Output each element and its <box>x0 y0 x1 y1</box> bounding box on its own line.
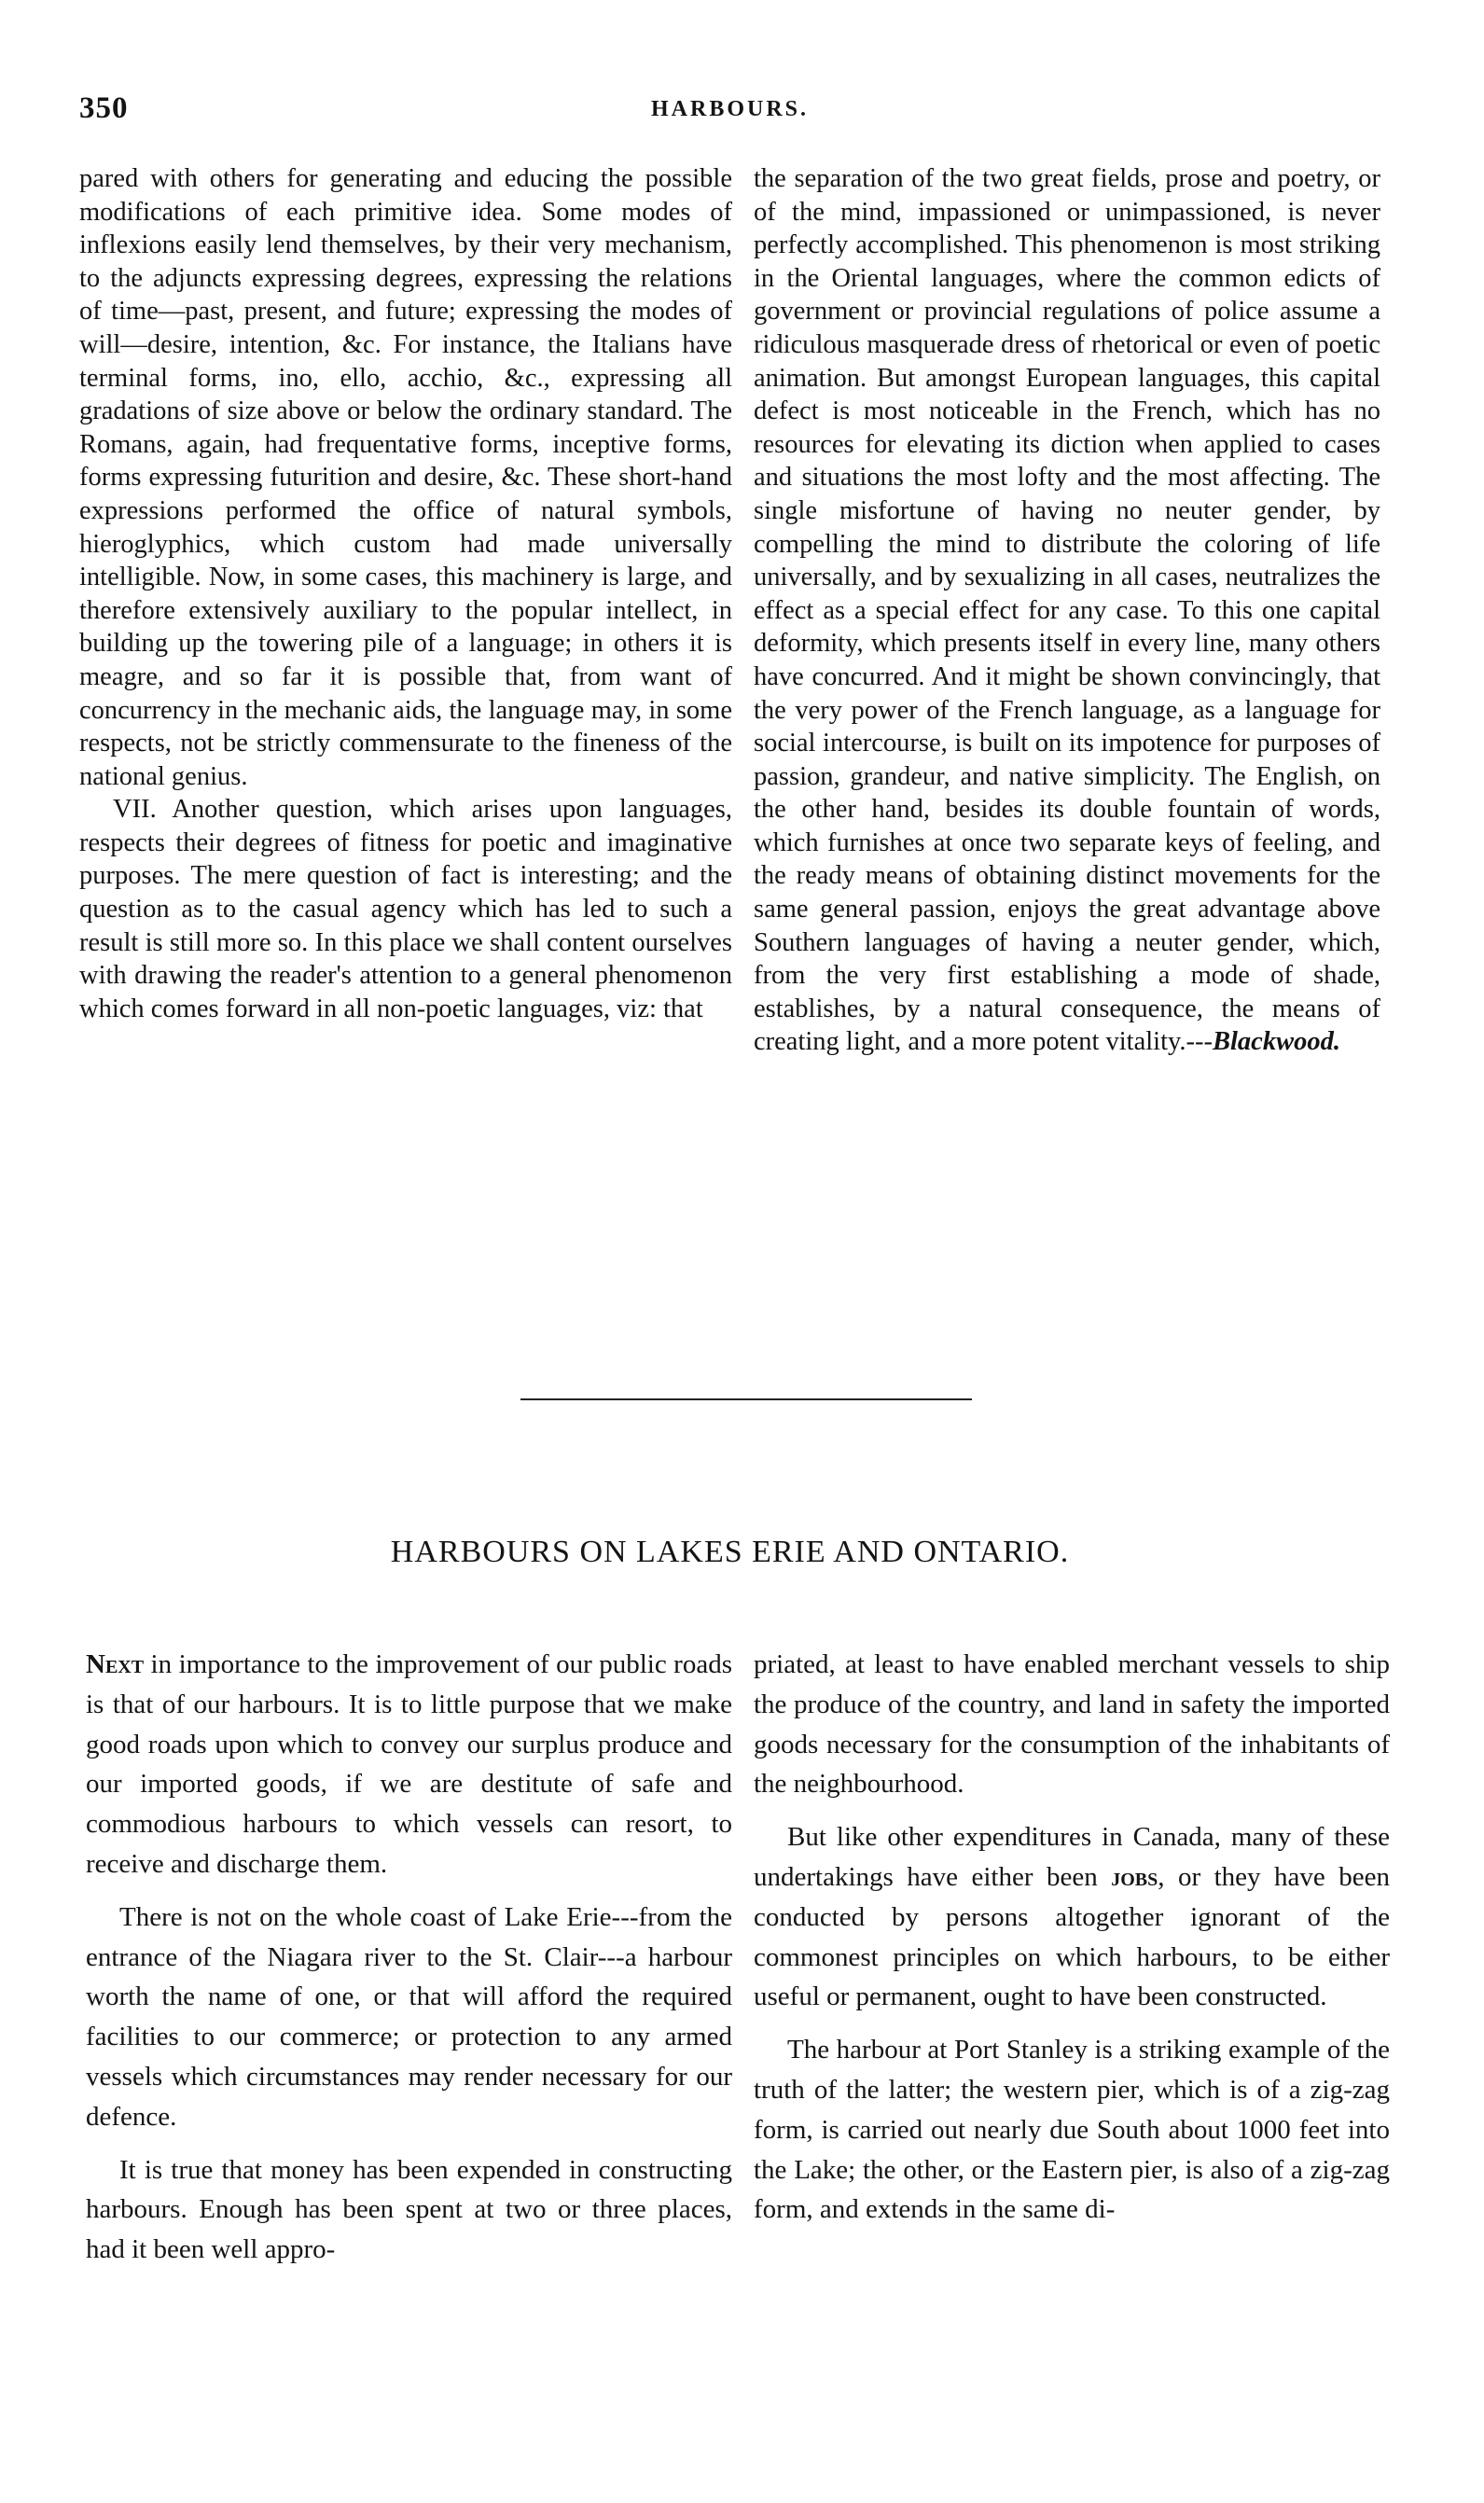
paragraph-text: in importance to the improvement of our public roads is that of our harbours. It is to little purpose that we make good roads upon which to convey our surplus produce and our imported goods, if we are destitute of safe and commodious harbours to which vessels can resort, to receive and discharge them. <box>86 1649 732 1879</box>
running-title: HARBOURS. <box>650 97 810 121</box>
section-divider <box>520 1398 972 1400</box>
article-left-column <box>86 1645 732 2283</box>
article-title: HARBOURS ON LAKES ERIE AND ONTARIO. <box>390 1535 1070 1569</box>
paragraph: pared with others for generating and educing the possible modifications of each primitive idea. Some modes of inflexions easily lend themselves, by their very mechanism, to the adjuncts expressing degrees, expressing the relations of time—past, present, and future; expressing the modes of will—desire, intention, &c. For instance, the Italians have terminal forms, ino, ello, acchio, &c., expressing all gradations of size above or below the ordinary standard. The Romans, again, had frequentative forms, inceptive forms, forms expressing futurition and desire, &c. These short-hand expressions performed the office of natural symbols, hieroglyphics, which custom had made universally intelligible. Now, in some cases, this machinery is large, and therefore extensively auxiliary to the popular intellect, in building up the towering pile of a language; in others it is meagre, and so far it is possible that, from want of concurrency in the mechanic aids, the language may, in some respects, not be strictly commensurate to the fineness of the national genius. <box>79 164 732 791</box>
article-right-column <box>754 1645 1390 2243</box>
paragraph: VII. Another question, which arises upon languages, respects their degrees of fitness for poetic and imaginative purposes. The mere question of fact is interesting; and the question as to the casual agency which has led to such a result is still more so. In this place we shall content ourselves with drawing the reader's attention to a general phenomenon which comes forward in all non-poetic languages, viz: that <box>79 795 732 1023</box>
paragraph-text: , or they have been conducted by persons altogether ignorant of the commonest principles on which harbours, to be either useful or permanent, ought to have been constructed. <box>754 1861 1390 2012</box>
paragraph <box>754 162 1380 1059</box>
paragraph: There is not on the whole coast of Lake Erie---from the entrance of the Niagara river to the St. Clair---a harbour worth the name of one, or that will afford the required facilities to our commerce; or protection to any armed vessels which circumstances may render necessary for our defence. <box>86 1901 732 2132</box>
paragraph <box>754 1817 1390 2017</box>
source-attribution: Blackwood. <box>1213 1027 1340 1057</box>
paragraph-text: the separation of the two great fields, prose and poetry, or of the mind, impassioned or unimpassioned, is never perfectly accomplished. This phenomenon is most striking in the Oriental languages, where the common edicts of government or provincial regulations of police assume a ridiculous masquerade dress of rhetorical or even of poetic animation. But amongst European languages, this capital defect is most noticeable in the French, which has no resources for elevating its diction when applied to cases and situations the most lofty and the most affecting. The single misfortune of having no neuter gender, by compelling the mind to distribute the coloring of life universally, and by sexualizing in all cases, neutralizes the effect as a special effect for any case. To this one capital deformity, which presents itself in every line, many others have concurred. And it might be shown convincingly, that the very power of the French language, as a language for social intercourse, is built on its impotence for purposes of passion, grandeur, and native simplicity. The English, on the other hand, besides its double fountain of words, which furnishes at once two separate keys of feeling, and the ready means of obtaining distinct movements for the same general passion, enjoys the great advantage above Southern languages of having a neuter gender, which, from the very first establishing a mode of shade, establishes, by a natural consequence, the means of creating light, and a more potent vitality.--- <box>754 164 1380 1057</box>
running-head <box>79 91 1380 129</box>
paragraph: The harbour at Port Stanley is a striking example of the truth of the latter; the western pier, which is of a zig-zag form, is carried out nearly due South about 1000 feet into the Lake; the other, or the Eastern pier, is also of a zig-zag form, and extends in the same di- <box>754 2035 1390 2225</box>
paragraph: It is true that money has been expended in constructing harbours. Enough has been spent at two or three places, had it been well appro- <box>86 2154 732 2265</box>
paragraph-text: But like other expenditures in Canada, many of these undertakings have either been <box>754 1822 1390 1892</box>
top-right-column <box>754 162 1380 1059</box>
page-number: 350 <box>79 91 129 125</box>
paragraph: priated, at least to have enabled merchant vessels to ship the produce of the country, and land in safety the imported goods necessary for the consumption of the inhabitants of the neighbourhood. <box>754 1649 1390 1800</box>
emphasis-word: jobs <box>1111 1861 1158 1892</box>
top-left-column <box>79 162 732 1025</box>
paragraph <box>86 1645 732 1884</box>
lead-word: Next <box>86 1649 145 1679</box>
